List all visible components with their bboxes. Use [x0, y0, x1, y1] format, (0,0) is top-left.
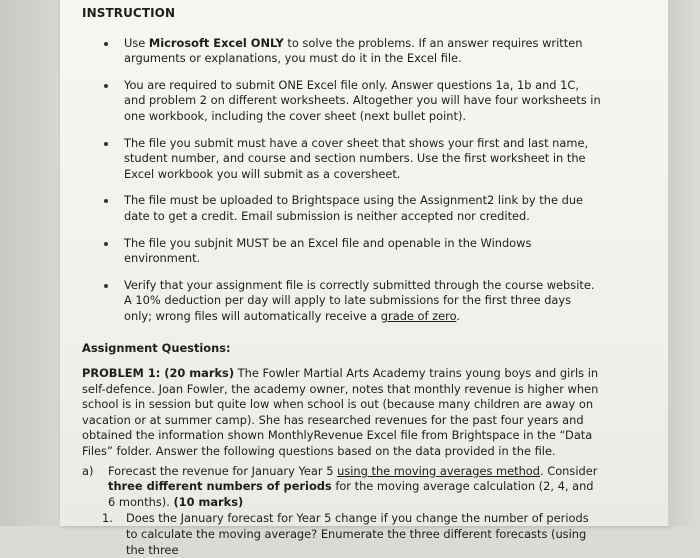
question-a-1	[82, 511, 602, 558]
assignment-questions-heading: Assignment Questions:	[82, 340, 231, 355]
question-a-1-marker: 1.	[102, 511, 113, 526]
instruction-bullet-5: The file you subjnit MUST be an Excel file and openable in the Windows environment.	[124, 236, 602, 267]
instruction-title: INSTRUCTION	[82, 6, 176, 20]
background-right	[668, 0, 700, 526]
instruction-bullet-6: Verify that your assignment file is correctly submitted through the course website. A 10% deduction per day will apply to late submissions for the first three days only; wrong files will automatically receive a grade of zero.	[124, 278, 602, 325]
question-a-marker: a)	[82, 463, 94, 478]
instruction-bullet-3: The file you submit must have a cover sheet that shows your first and last name, student number, and course and section numbers. Use the first worksheet in the Excel workbook you will submit as a coversheet.	[124, 136, 602, 183]
instruction-bullet-1: Use Microsoft Excel ONLY to solve the problems. If an answer requires written arguments or explanations, you must do it in the Excel file.	[124, 36, 602, 67]
instruction-bullet-2: You are required to submit ONE Excel file only. Answer questions 1a, 1b and 1C, and problem 2 on different worksheets. Altogether you will have four worksheets in one workbook, including the cover sheet (next bullet point).	[124, 77, 601, 123]
question-a: a) Forecast the revenue for January Year 5 using the moving averages method. Consider three different numbers of periods for the moving average calculation (2, 4, and 6 months). (10 marks)	[82, 463, 598, 509]
problem-1-label: PROBLEM 1: (20 marks)	[82, 366, 235, 381]
instruction-list	[82, 36, 602, 325]
problem-1	[82, 366, 602, 460]
instruction-bullet-4: The file must be uploaded to Brightspace using the Assignment2 link by the due date to get a credit. Email submission is neither accepted nor credited.	[124, 193, 602, 224]
problem-1-text: The Fowler Martial Arts Academy trains young boys and girls in self-defence. Joan Fowler, the academy owner, notes that monthly revenue is higher when school is in session but quite low when school is out (because many children are away on vacation or at summer camp). She has researched revenues for the past four years and obtained the information shown MonthlyRevenue Excel file from Brightspace in the “Data Files” folder. Answer the following questions based on the data provided in the file.	[82, 366, 599, 459]
background-left	[0, 0, 60, 526]
question-a-1-text: Does the January forecast for Year 5 change if you change the number of periods to calculate the moving average? Enumerate the three different forecasts (using the three	[126, 511, 589, 557]
document-content	[82, 6, 602, 558]
